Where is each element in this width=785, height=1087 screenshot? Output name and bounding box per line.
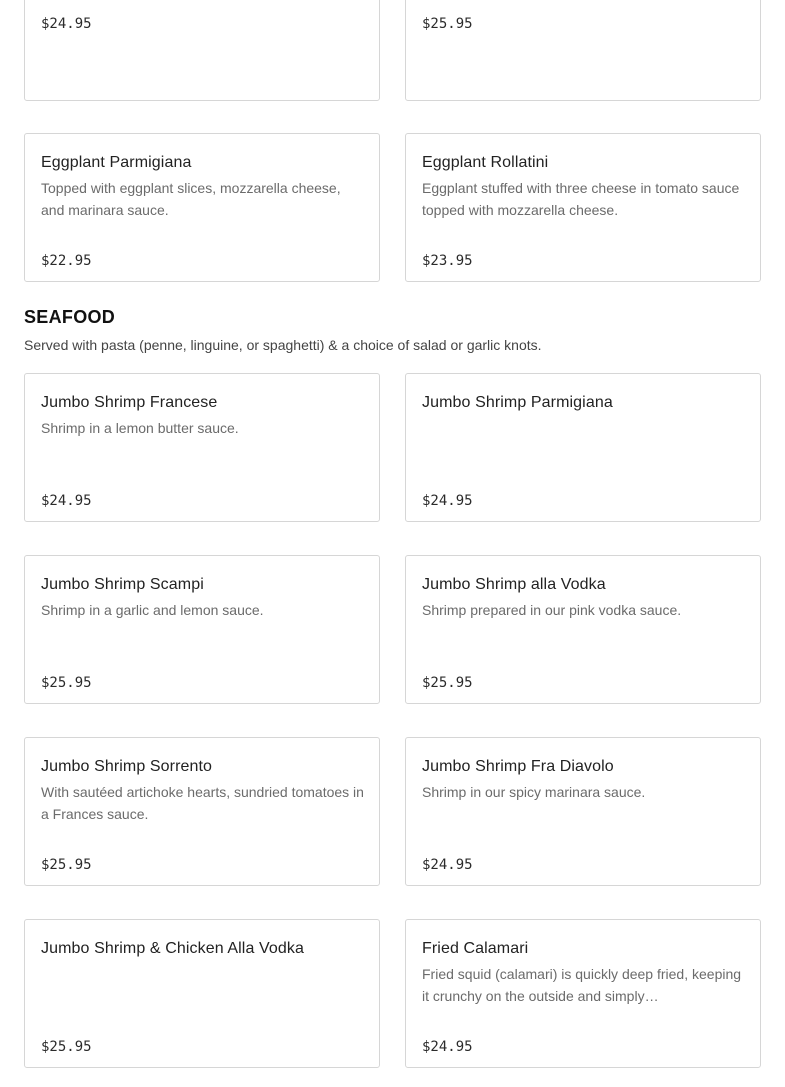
section-title-seafood: SEAFOOD (24, 307, 116, 327)
menu-item-name: Jumbo Shrimp Scampi (41, 576, 204, 593)
menu-item-description: Shrimp prepared in our pink vodka sauce. (422, 602, 682, 618)
menu-item-name: Eggplant Parmigiana (41, 154, 192, 171)
menu-item-card[interactable] (24, 555, 380, 704)
menu-item-price: $24.95 (422, 1039, 473, 1055)
menu-item-price: $25.95 (41, 675, 92, 691)
menu-item-name: Jumbo Shrimp Sorrento (41, 758, 213, 775)
menu-item-card[interactable] (24, 919, 380, 1068)
menu-item-card[interactable] (24, 0, 380, 101)
menu-item-card[interactable] (24, 373, 380, 522)
menu-item-price: $25.95 (422, 16, 473, 32)
menu-item-card[interactable] (405, 373, 761, 522)
menu-item-name: Jumbo Shrimp & Chicken Alla Vodka (41, 940, 304, 957)
menu-item-price: $24.95 (41, 493, 92, 509)
menu-item-price: $22.95 (41, 253, 92, 269)
menu-item-price: $25.95 (422, 675, 473, 691)
menu-item-price: $24.95 (422, 857, 473, 873)
menu-item-name: Eggplant Rollatini (422, 154, 549, 171)
menu-item-card[interactable] (405, 0, 761, 101)
menu-item-price: $25.95 (41, 857, 92, 873)
menu-item-card[interactable] (405, 555, 761, 704)
menu-item-description: Shrimp in our spicy marinara sauce. (422, 784, 646, 800)
menu-item-description: Eggplant stuffed with three cheese in tomato sauce topped with mozzarella cheese. (422, 180, 740, 218)
menu-item-price: $25.95 (41, 1039, 92, 1055)
menu-item-card[interactable] (405, 919, 761, 1068)
menu-item-price: $24.95 (41, 16, 92, 32)
menu-item-description: Shrimp in a lemon butter sauce. (41, 420, 239, 436)
menu-item-card[interactable] (405, 737, 761, 886)
menu-item-price: $23.95 (422, 253, 473, 269)
menu-item-description: Shrimp in a garlic and lemon sauce. (41, 602, 264, 618)
menu-item-name: Jumbo Shrimp Parmigiana (422, 394, 613, 411)
menu-item-description: Fried squid (calamari) is quickly deep fried, keeping it crunchy on the outside and simply… (422, 966, 742, 1004)
menu-item-card[interactable] (405, 133, 761, 282)
menu-item-name: Jumbo Shrimp alla Vodka (422, 576, 606, 593)
section-description: Served with pasta (penne, linguine, or spaghetti) & a choice of salad or garlic knots. (24, 337, 542, 353)
menu-item-price: $24.95 (422, 493, 473, 509)
menu-item-description: Topped with eggplant slices, mozzarella cheese, and marinara sauce. (41, 180, 341, 218)
menu-item-name: Jumbo Shrimp Francese (41, 394, 218, 411)
menu-item-card[interactable] (24, 133, 380, 282)
menu-item-name: Fried Calamari (422, 940, 529, 957)
menu-item-name: Jumbo Shrimp Fra Diavolo (422, 758, 614, 775)
menu-item-description: With sautéed artichoke hearts, sundried tomatoes in a Frances sauce. (41, 784, 364, 822)
menu-item-card[interactable] (24, 737, 380, 886)
